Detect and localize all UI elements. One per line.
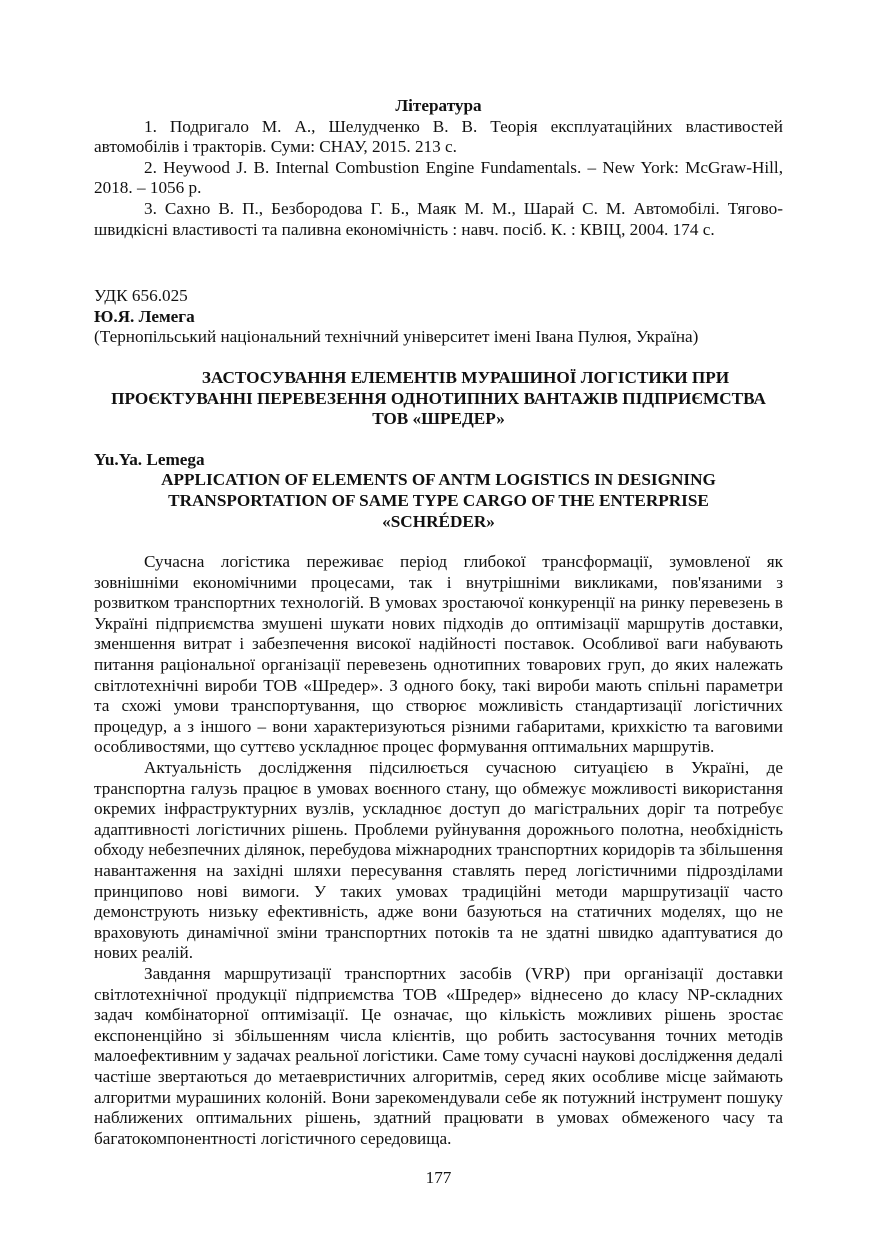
body-paragraph: Актуальність дослідження підсилюється сучасною ситуацією в Україні, де транспортна галузь працює в умовах воєнного стану, що обмежує можливості використання окремих інфраструктурних вузлів, ускладнює доступ до магістральних доріг та потребує адаптивності логістичних рішень. Проблеми руйнування дорожнього полотна, необхідність обходу небезпечних ділянок, перебудова міжнародних транспортних коридорів та збільшення навантаження на західні шляхи пересування ставлять перед логістичними підрозділами принципово нові вимоги. У таких умовах традиційні методи маршрутизації часто демонструють низьку ефективність, адже вони базуються на статичних моделях, що не враховують динамічної зміни транспортних потоків та не здатні швидко адаптуватися до нових реалій. [94, 758, 783, 963]
references-section [94, 96, 783, 240]
title-ua-line-3: ТОВ «ШРЕДЕР» [372, 409, 505, 429]
reference-item: 3. Сахно В. П., Безбородова Г. Б., Маяк М. М., Шарай С. М. Автомобілі. Тягово-швидкісні властивості та паливна економічність : навч. посіб. К. : КВІЦ, 2004. 174 с. [94, 198, 783, 239]
article-title-ua [94, 368, 783, 430]
author-en: Yu.Ya. Lemega [94, 449, 205, 469]
title-en-line-3: «SCHRÉDER» [382, 511, 495, 531]
udc-code: УДК 656.025 [94, 286, 188, 306]
article-title-en [94, 470, 783, 532]
title-en-line-2: TRANSPORTATION OF SAME TYPE CARGO OF THE ENTERPRISE [168, 490, 709, 510]
reference-item: 2. Heywood J. B. Internal Combustion Engine Fundamentals. – New York: McGraw-Hill, 2018. – 1056 p. [94, 157, 783, 198]
body-paragraph: Сучасна логістика переживає період глибокої трансформації, зумовленої як зовнішніми економічними процесами, так і внутрішніми викликами, пов'язаними з розвитком транспортних технологій. В умовах зростаючої конкуренції на ринку перевезень в Україні підприємства змушені шукати нових підходів до оптимізації маршрутів доставки, зменшення витрат і забезпечення високої надійності поставок. Особливої ваги набувають питання раціональної організації перевезень однотипних товарових груп, до яких належать світлотехнічні вироби ТОВ «Шредер». З одного боку, такі вироби мають спільні параметри та схожі умови транспортування, що створює можливість стандартизації логістичних процедур, а з іншого – вони характеризуються різними габаритами, крихкістю та ваговими особливостями, що суттєво ускладнює процес формування оптимальних маршрутів. [94, 552, 783, 757]
reference-item: 1. Подригало М. А., Шелудченко В. В. Теорія експлуатаційних властивостей автомобілів і тракторів. Суми: СНАУ, 2015. 213 с. [94, 116, 783, 157]
article-body [94, 552, 783, 1149]
spacer [94, 348, 783, 368]
affiliation: (Тернопільський національний технічний університет імені Івана Пулюя, Україна) [94, 327, 699, 347]
spacer [94, 532, 783, 552]
title-ua-line-2: ПРОЄКТУВАННІ ПЕРЕВЕЗЕННЯ ОДНОТИПНИХ ВАНТАЖІВ ПІДПРИЄМСТВА [111, 388, 766, 408]
references-title: Література [395, 96, 482, 115]
title-en-line-1: APPLICATION OF ELEMENTS OF ANTM LOGISTICS IN DESIGNING [161, 470, 716, 490]
spacer [94, 430, 783, 450]
title-ua-line-1: ЗАСТОСУВАННЯ ЕЛЕМЕНТІВ МУРАШИНОЇ ЛОГІСТИКИ ПРИ [201, 367, 730, 387]
article-header [94, 286, 783, 532]
body-paragraph: Завдання маршрутизації транспортних засобів (VRP) при організації доставки світлотехнічної продукції підприємства ТОВ «Шредер» віднесено до класу NP-складних задач комбінаторної оптимізації. Це означає, що кількість можливих рішень зростає експоненційно зі збільшенням числа клієнтів, що робить застосування точних методів малоефективним у задачах реальної логістики. Саме тому сучасні наукові дослідження дедалі частіше звертаються до метаевристичних алгоритмів, серед яких особливе місце займають алгоритми мурашиних колоній. Вони зарекомендували себе як потужний інструмент пошуку наближених оптимальних рішень, здатний працювати в умовах обмеженого часу та багатокомпонентності логістичного середовища. [94, 963, 783, 1148]
page-number: 177 [425, 1168, 452, 1187]
page-content [94, 96, 783, 1149]
author-ua: Ю.Я. Лемега [94, 306, 195, 326]
spacer [94, 240, 783, 284]
